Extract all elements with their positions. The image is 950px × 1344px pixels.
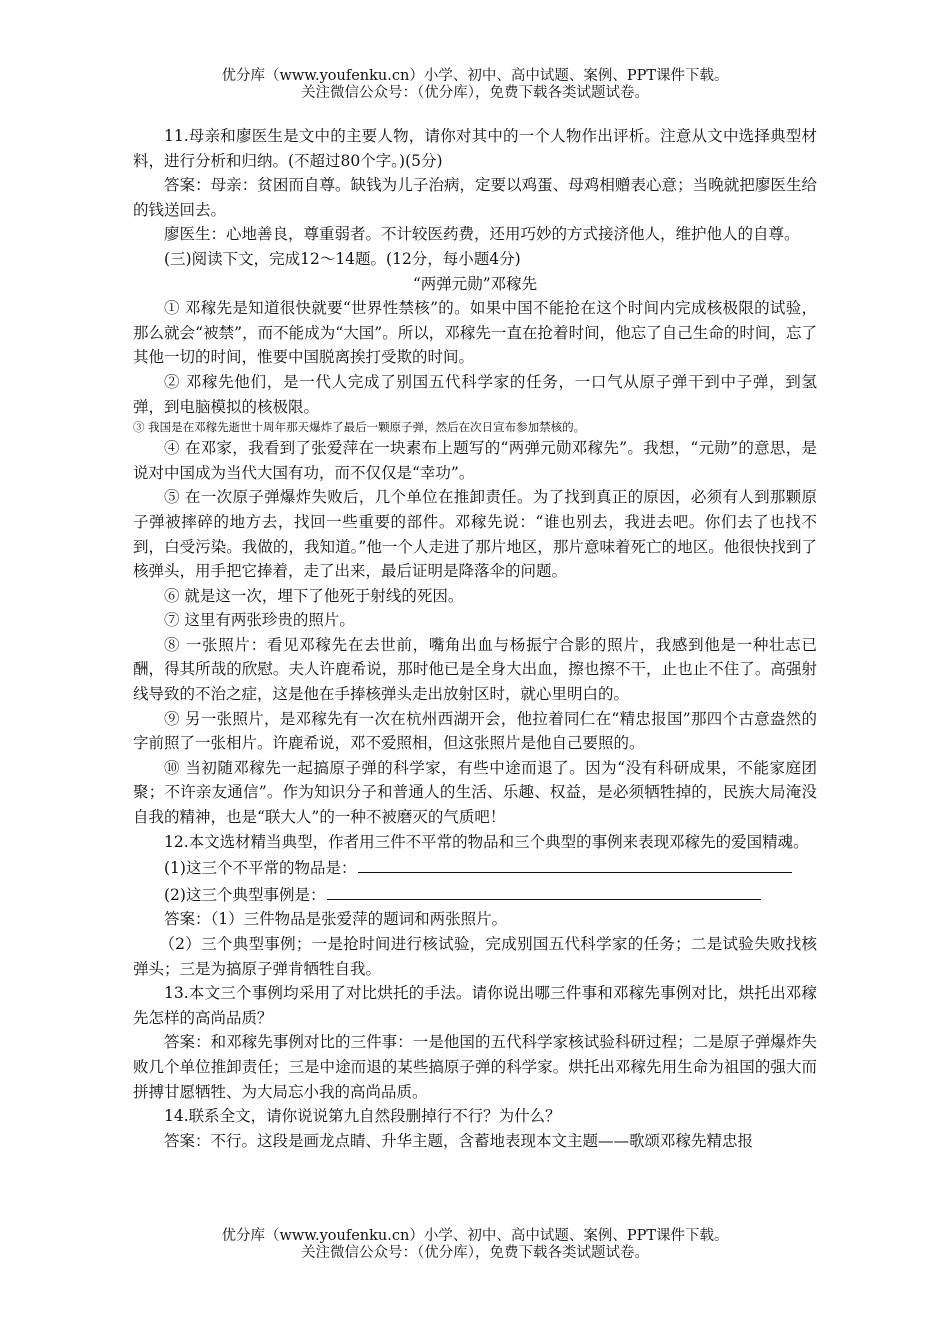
footer-line-2: 关注微信公众号：（优分库），免费下载各类试题试卷。 [301, 1245, 649, 1261]
paragraph-3: ③ 我国是在邓稼先逝世十周年那天爆炸了最后一颗原子弹，然后在次日宣布参加禁核的。 [133, 420, 586, 435]
question-12-blank-1 [133, 854, 817, 881]
paragraph-6: ⑥ 就是这一次，埋下了他死于射线的死因。 [164, 586, 464, 605]
blank-2-label: (2)这三个典型事例是： [164, 885, 326, 904]
article-title: “两弹元勋”邓稼先 [412, 274, 538, 293]
paragraph-7: ⑦ 这里有两张珍贵的照片。 [164, 611, 355, 630]
question-12-blank-2 [133, 881, 817, 908]
paragraph-4: ④ 在邓家，我看到了张爱萍在一块素布上题写的“两弹元勋邓稼先”。我想，“元勋”的意思，是说对中国成为当代大国有功，而不仅仅是“幸功”。 [133, 439, 817, 482]
paragraph-8: ⑧ 一张照片：看见邓稼先在去世前，嘴角出血与杨振宁合影的照片，我感到他是一种壮志已酬，得其所哉的欣慰。夫人许鹿希说，那时他已是全身大出血，擦也擦不干，止也止不住了。高强射线导致的不治之症，这是他在手捧核弹头走出放射区时，就心里明白的。 [133, 635, 817, 704]
paragraph-2: ② 邓稼先他们，是一代人完成了别国五代科学家的任务，一口气从原子弹干到中子弹，到氢弹，到电脑模拟的核极限。 [133, 372, 817, 416]
question-12: 12.本文选材精当典型，作者用三件不平常的物品和三个典型的事例来表现邓稼先的爱国精魂。 [164, 832, 809, 851]
header-line-2: 关注微信公众号：（优分库），免费下载各类试题试卷。 [301, 85, 649, 101]
answer-blank-line-1 [358, 854, 792, 873]
paragraph-9: ⑨ 另一张照片，是邓稼先有一次在杭州西湖开会，他拉着同仁在“精忠报国”那四个古意盎然的字前照了一张相片。许鹿希说，邓不爱照相，但这张照片是他自己要照的。 [133, 709, 817, 753]
answer-13: 答案：和邓稼先事例对比的三件事：一是他国的五代科学家核试验科研过程；二是原子弹爆炸失败几个单位推卸责任；三是中途而退的某些搞原子弹的科学家。烘托出邓稼先用生命为祖国的强大而拼搏甘愿牺牲、为大局忘小我的高尚品质。 [133, 1033, 817, 1101]
page-header [0, 68, 950, 102]
question-13: 13.本文三个事例均采用了对比烘托的手法。请你说出哪三件事和邓稼先事例对比，烘托出邓稼先怎样的高尚品质？ [133, 984, 817, 1027]
answer-12-part-1: 答案：（1）三件物品是张爱萍的题词和两张照片。 [164, 910, 508, 929]
document-body [133, 124, 817, 1153]
header-line-1: 优分库（www.youfenku.cn）小学、初中、高中试题、案例、PPT课件下载。 [221, 68, 729, 84]
question-14: 14.联系全文，请你说说第九自然段删掉行不行？为什么？ [164, 1107, 561, 1126]
paragraph-5: ⑤ 在一次原子弹爆炸失败后，几个单位在推卸责任。为了找到真正的原因，必须有人到那颗原子弹被摔碎的地方去，找回一些重要的部件。邓稼先说：“谁也别去，我进去吧。你们去了也找不到，白受污染。我做的，我知道。”他一个人走进了那片地区，那片意味着死亡的地区。他很快找到了核弹头，用手把它捧着，走了出来，最后证明是降落伞的问题。 [133, 488, 817, 581]
section-3-intro: (三)阅读下文，完成12～14题。(12分，每小题4分) [164, 249, 521, 268]
blank-1-label: (1)这三个不平常的物品是： [164, 859, 357, 878]
answer-12-part-2: （2）三个典型事例；一是抢时间进行核试验，完成别国五代科学家的任务；二是试验失败找核弹头；三是为搞原子弹肯牺牲自我。 [133, 935, 817, 978]
footer-line-1: 优分库（www.youfenku.cn）小学、初中、高中试题、案例、PPT课件下载。 [221, 1228, 729, 1244]
question-11: 11.母亲和廖医生是文中的主要人物，请你对其中的一个人物作出评析。注意从文中选择典型材料，进行分析和归纳。(不超过80个字。)(5分) [133, 127, 817, 170]
paragraph-1: ① 邓稼先是知道很快就要“世界性禁核”的。如果中国不能抢在这个时间内完成核极限的试验，那么就会“被禁”，而不能成为“大国”。所以，邓稼先一直在抢着时间，他忘了自己生命的时间，忘了其他一切的时间，惟要中国脱离挨打受欺的时间。 [133, 299, 817, 367]
answer-14: 答案：不行。这段是画龙点睛、升华主题，含蓄地表现本文主题——歌颂邓稼先精忠报 [164, 1131, 754, 1150]
paragraph-10: ⑩ 当初随邓稼先一起搞原子弹的科学家，有些中途而退了。因为“没有科研成果，不能家庭团聚；不许亲友通信”。作为知识分子和普通人的生活、乐趣、权益，是必须牺牲掉的，民族大局淹没自我的精神，也是“联大人”的一种不被磨灭的气质吧！ [133, 758, 817, 827]
answer-blank-line-2 [327, 881, 761, 900]
answer-11-mother: 答案：母亲：贫困而自尊。缺钱为儿子治病，定要以鸡蛋、母鸡相赠表心意；当晚就把廖医生给的钱送回去。 [133, 176, 817, 219]
answer-11-doctor: 廖医生：心地善良，尊重弱者。不计较医药费，还用巧妙的方式接济他人，维护他人的自尊。 [164, 225, 800, 244]
page-footer [0, 1228, 950, 1262]
